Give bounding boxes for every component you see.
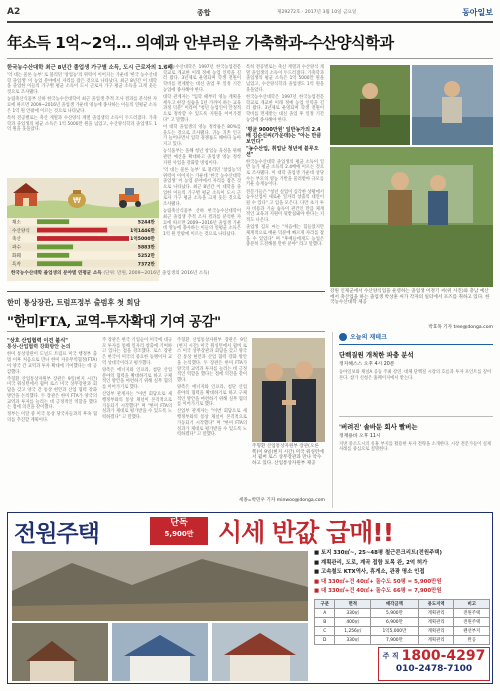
chart-value-label: 5252만 (137, 254, 155, 259)
paragraph: 산업부 관계자는 "이번 회담으로 새 행정부와의 통상 채널이 본격적으로 가동되기 시작했다" 며 "한미 FTA의 성과가 제대로 평가받을 수 있도록 노력하겠다" 고 말했다. (177, 409, 247, 438)
ad-bullet: ■ 대 330㎡+건 40㎡+ 돌수도 50평 = 5,900만원 (314, 578, 442, 585)
page-number: A2 (7, 7, 21, 17)
paragraph: 정부는 이달 중 미국 통상 당국자들과의 후속 협의를 추진할 계획이다. (7, 412, 97, 424)
paragraph: 농림축산식품부 산하 한국농수산대학이 최근 졸업생 추적 조사 결과를 분석한 자료에 따르면 2009~2016년 졸업생 가운데 영농에 종사하는 이들의 연평균 소득은 1억 원 안팎에 이르는 것으로 나타났다. (163, 209, 241, 238)
ad-bullet: ■ 대 330㎡+건 40㎡+ 돌수도 66평 = 7,900만원 (314, 588, 442, 595)
second-body-col1 (7, 338, 97, 506)
handshake-illustration (252, 338, 325, 442)
ad-bullet: ■ 고속철도 KTX역사, 휴게소, 관광 명소 인접 (314, 569, 425, 576)
svg-text:₩: ₩ (73, 196, 81, 205)
sidebar-divider (339, 416, 493, 417)
chart-category-label: 과수 (12, 245, 21, 251)
second-body-col3 (177, 338, 247, 506)
paragraph: 주형환 산업통상자원부 장관은 9일(현지 시간) 미국 워싱턴에서 윌버 로스 미국 상무장관과 회담을 갖고 양국 간 통상 현안과 산업 협력 강화 방안을 논의했다. 두 장관은 한미 FTA가 양국의 교역과 투자를 늘리는 데 긍정적인 역할을 했다는 점에 의견을 같이했다. (177, 338, 247, 383)
sidebar-item-title: '버려진' 솔바둔 회사 빨버는 (339, 422, 418, 431)
sidebar-item-text: 동아일보와 채널A 공동 주최 강연. 대체 단백질 시장의 흐름과 투자 포인트를 짚어본다. 참가 신청은 홈페이지에서 받는다. (339, 370, 492, 381)
second-headline: "한미FTA, 교역-투자확대 기여 공감" (7, 314, 221, 330)
chart-category-label: 특작 (12, 262, 21, 268)
table-header: 비고 (454, 600, 490, 609)
paragraph: 한국농수산대학은 1997년 한국농업전문학교로 개교한 이래 정예 농업 인력을 길러 왔다. 3년제로 운영되며 학생 전원이 학비를 면제받는 대신 졸업 후 일정 기간 농업에 종사해야 한다. (246, 95, 324, 123)
section-name: 종합 (197, 9, 211, 17)
paragraph: 농림축산식품부 산하 한국농수산대학이 최근 졸업생 추적 조사 결과를 분석한 자료에 따르면 2009~2016년 졸업생 가운데 영농에 종사하는 이들의 연평균 소득은 1억 원 안팎에 이르는 것으로 나타났다. (7, 97, 157, 114)
ad-contact-box (378, 647, 490, 681)
ad-bullet: ■ 계획관리, 도로, 계곡 접함 토목 완, 2억 허가 (314, 559, 428, 566)
top-story-body-col1 (7, 73, 157, 178)
paragraph: 전문가들은 "청년 실업이 심각한 상황에서 농수산업이 새로운 일자리 창출의 대안이 될 수 있다" 고 입을 모은다. 다만 초기 투자 비용과 기술 습득이 관건인 만큼 체계적인 교육과 지원이 뒷받침돼야 한다는 지적도 나온다. (246, 189, 325, 224)
masthead-rule (7, 21, 493, 23)
quote-subheading: 통상-산업협력 강화방안 논의 (7, 344, 71, 351)
chart-value-label: 1억1446만 (130, 228, 155, 234)
chart-category-label: 화훼 (12, 254, 21, 259)
top-byline: 박효목 기자 tree@donga.com (428, 325, 493, 330)
table-header: 매각금액 (371, 600, 419, 609)
sidebar-title: 오늘의 재테크 (350, 334, 387, 341)
paragraph: 농식품부는 올해 청년 창업농 육성을 위해 관련 예산을 확대하고 졸업생 영농 정착 지원 사업을 강화할 방침이다. (163, 149, 241, 166)
handshake-caption: 주형환 산업통상자원부 장관(오른쪽)이 9일(현지 시간) 미국 워싱턴에서 윌버 로스 상무장관과 만나 악수하고 있다. 산업통상자원부 제공 (252, 444, 324, 466)
ad-house-photos (12, 551, 308, 681)
sidebar-item-text: 지방 중소도시의 유휴 부지를 활용한 투자 전략을 소개한다. 시장 전문가들이 실제 사례를 중심으로 설명한다. (339, 441, 491, 453)
chart-title-text: 한국농수산대학 졸업생의 분야별 연평균 소득 (11, 271, 102, 276)
second-kicker: 한미 통상장관, 트럼프정부 출범후 첫 회담 (7, 298, 141, 307)
chart-category-label: 채소 (12, 220, 21, 226)
chart-value-label: 7372만 (137, 262, 155, 268)
chart-bar (37, 253, 69, 258)
sidebar-box (332, 332, 493, 508)
ad-photos (12, 551, 308, 681)
paragraph: 이 대학 졸업생의 영농 정착률은 80%를 웃도는 것으로 조사됐다. 귀농 귀촌 인구가 늘어나면서 입학 경쟁률도 해마다 높아지고 있다. (163, 125, 241, 148)
ad-phone-secondary: 010-2478-7100 (395, 664, 473, 674)
sidebar-logo-icon (339, 333, 347, 341)
ad-bullets (314, 549, 490, 597)
second-body-col2 (102, 338, 172, 506)
top-story-photos (330, 65, 493, 287)
chart-row-bg (9, 252, 157, 259)
table-row: B 400㎡ 6,900만 계획관리 전원주택 (315, 618, 490, 627)
chart-value-label: 5883만 (137, 245, 155, 251)
issue-date: 제29272호 · 2017년 3월 10일 금요일 (277, 10, 357, 15)
paragraph: 한미 통상장관이 도널드 트럼프 미국 행정부 출범 이후 처음으로 만나 한미 자유무역협정(FTA)이 양국 간 교역과 투자 확대에 기여했다는 데 공감했다. (7, 352, 97, 375)
sidebar-item-author: 정재용바 오후 11시 (339, 433, 381, 439)
second-rule (7, 331, 325, 332)
paragraph: 산업부 관계자는 "이번 회담으로 새 행정부와의 통상 채널이 본격적으로 가동되기 시작했다" 며 "한미 FTA의 성과가 제대로 평가받을 수 있도록 노력하겠다" 고 말했다. (102, 392, 172, 421)
headline-rule (7, 58, 493, 59)
chart-value-label: 5244만 (137, 220, 155, 226)
chart-title-note: (단위: 만원, 2009~2016년 졸업생의 2016년 소득) (103, 271, 210, 276)
chart-value-label: 1억5000만 (130, 237, 155, 243)
ad-headline: 시세 반값 급매!! (218, 518, 394, 547)
chart-row-bg (9, 218, 157, 225)
ad-badge (150, 517, 208, 545)
real-estate-ad (7, 512, 493, 684)
paragraph: 양측은 에너지와 인프라, 첨단 산업 분야의 협력을 확대하기로 하고 구체적인 방안을 마련하기 위해 실무 협의를 이어가기로 했다. (177, 385, 247, 408)
table-row: D 330㎡ 7,900만 계획관리 완공 (315, 636, 490, 645)
table-header: 면적 (335, 600, 371, 609)
chart-bar (37, 219, 69, 224)
paragraph: 한국농수산대학 졸업생의 평균 소득이 일반 농가 평균 소득의 2.4배에 이르는 것으로 조사됐다. 이 대학 졸업생 가운데 상당수는 부모의 영농 기반을 물려받아 규모를 키운 승계농이다. (246, 159, 324, 188)
sidebar-item-title: 단백질원 개척한 파충 분석 (339, 351, 414, 359)
paragraph: '억 대는 물론 농부' 로 불리던 '창업농'의 위력이 이어지는 가운데 '한국 농수산대학 졸업생' 이 농업 분야에서 자리를 잡은 것으로 나타났다. 최근 8년간 이 대학을 졸업한 이들의 가구별 평균 소득이 도시 근로자 가구 평균 소득을 크게 웃돈 것으로 조사됐다. (7, 73, 157, 96)
ad-phone-primary: 1800-4297 (401, 648, 486, 664)
paper-logo: 동아일보 (462, 8, 493, 17)
masthead (7, 7, 493, 19)
story-divider (7, 291, 325, 292)
paragraph: 졸업생 김모 씨는 "처음에는 힘들었지만 체계적으로 배운 덕분에 빠르게 자리를 잡을 수 있었다" 며 "후배들에게도 농업은 충분히 도전해볼 만한 분야" 라고 말했다. (246, 225, 324, 248)
paragraph: '억 대는 물론 농부' 로 불리던 '창업농'의 위력이 이어지는 가운데 '한국 농수산대학 졸업생' 이 농업 분야에서 자리를 잡은 것으로 나타났다. 최근 8년간 이 대학을 졸업한 이들의 가구별 평균 소득이 도시 근로자 가구 평균 소득을 크게 웃돈 것으로 조사됐다. (163, 167, 241, 208)
sidebar-rule (339, 344, 493, 345)
ad-badge-bottom: 5,900만 (164, 530, 194, 538)
ad-badge-top: 단독 (170, 518, 188, 528)
top-subhead: 한국농수산대학 최근 8년간 졸업생 가구별 소득, 도시 근로자의 1.6배 (7, 65, 173, 71)
chart-row-bg (9, 260, 157, 267)
paragraph: 한국농수산대학은 1997년 한국농업전문학교로 개교한 이래 정예 농업 인력을 길러 왔다. 3년제로 운영되며 학생 전원이 학비를 면제받는 대신 졸업 후 일정 기간 농업에 종사해야 한다. (163, 65, 241, 93)
chart-bar (37, 261, 82, 266)
sub-heading: '평균 9000만원' 일반농가의 2.4배 김순신씨(가운데)는 "아는 만큼 보인다" (246, 126, 322, 145)
table-header: 구분 (315, 600, 335, 609)
quote-heading: "상호 산업협력 이견 불식" (7, 338, 68, 344)
ad-bullet: ■ 토지 330㎡~, 25~48평 철근콘크리트(전원주택) (314, 550, 442, 556)
paragraph: 주 장관은 한국 기업들이 미국에 대규모 투자를 통해 일자리 창출에 기여하고 있다는 점을 강조했다. 로스 장관은 한국이 미국의 중요한 동맹이자 교역 상대국이라고 평가했다. (102, 338, 172, 366)
top-headline: 年소득 1억~2억… 의예과 안부러운 가축학과-수산양식학과 (7, 34, 394, 52)
chart-category-label: 축산 (12, 237, 21, 243)
ad-price-table (314, 599, 490, 645)
chart-row-bg (9, 243, 157, 250)
sub-heading: "농수산업, 취업난 청년에 블루오션" (246, 145, 319, 158)
paragraph: 양측은 에너지와 인프라, 첨단 산업 분야의 협력을 확대하기로 하고 구체적인 방안을 마련하기 위해 실무 협의를 이어가기로 했다. (102, 368, 172, 391)
paragraph: 특히 전공별로는 축산 계열과 수산양식 계열 졸업생의 소득이 두드러졌다. 가축학과 졸업생의 평균 소득은 1억 5000만 원을 넘었고, 수산양식학과 졸업생도 1억 원을 웃돌았다. (7, 115, 157, 133)
top-story-body-col2 (163, 65, 241, 283)
infographic-illustration (7, 178, 159, 281)
chart-category-label: 수산양식 (12, 228, 30, 234)
sidebar-header (339, 332, 493, 341)
top-photo-caption: 강원 인제군에서 수산양식업을 운영하는 졸업생 이정기 씨(위 사진)와 충남 예산에서 축산업을 하는 졸업생 박상훈 씨가 각자의 일터에서 포즈를 취하고 있다. 한국농수산대학 제공 (330, 289, 490, 306)
chart-bar (37, 236, 129, 241)
paragraph: 대학 관계자는 "입학 때부터 영농 계획을 세우고 현장 실습을 1년 가까이 하는 교육과정 덕분" 이라며 "청년 농업인이 안정적으로 정착할 수 있도록 지원을 이어가겠다" 고 말했다. (163, 95, 241, 123)
ad-contact-label: 주 직 (382, 652, 399, 660)
handshake-photo (252, 338, 325, 442)
sidebar-item-author: 정지혜스스 오후 4시 20분 (339, 362, 395, 367)
paragraph: 주형환 산업통상자원부 장관은 9일(현지 시간) 미국 워싱턴에서 윌버 로스 미국 상무장관과 회담을 갖고 양국 간 통상 현안과 산업 협력 강화 방안을 논의했다. 두 장관은 한미 FTA가 양국의 교역과 투자를 늘리는 데 긍정적인 역할을 했다는 점에 의견을 같이했다. (7, 376, 97, 411)
table-header: 용도지역 (418, 600, 454, 609)
chart-bar (37, 245, 73, 250)
top-story-body-col3 (246, 65, 324, 283)
chart-bar (37, 228, 107, 233)
second-byline: 세종=박민우 기자 minwoo@donga.com (238, 498, 325, 503)
table-row: A 330㎡ 5,900만 계획관리 전원주택 (315, 609, 490, 618)
chart-title (11, 270, 210, 276)
photo-farmers (330, 65, 493, 287)
table-row: C 1,256㎡ 1억5,000만 계획관리 펜션부지 (315, 627, 490, 636)
ad-title: 전원주택 (14, 521, 99, 547)
paragraph: 특히 전공별로는 축산 계열과 수산양식 계열 졸업생의 소득이 두드러졌다. 가축학과 졸업생의 평균 소득은 1억 5000만 원을 넘었고, 수산양식학과 졸업생도 1억 원을 웃돌았다. (246, 65, 324, 93)
